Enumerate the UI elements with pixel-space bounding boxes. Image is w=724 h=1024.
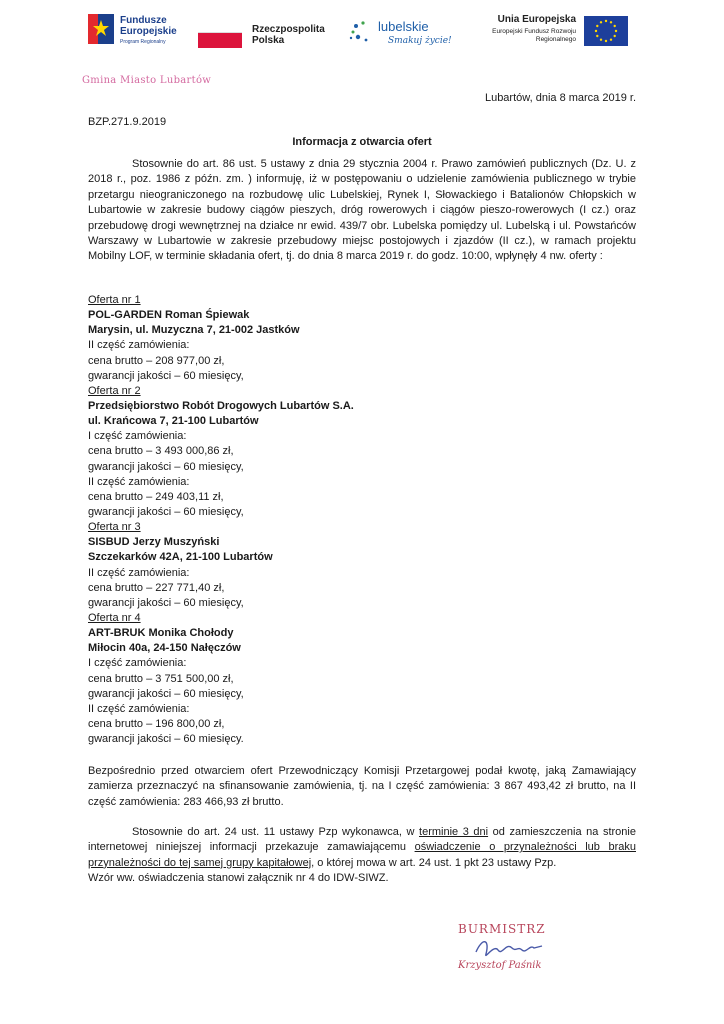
intro-text: Stosownie do art. 86 ust. 5 ustawy z dnia 29 stycznia 2004 r. Prawo zamówień publicznych (Dz. U. z 2018 r., poz. 1986 z późn. zm. ) informuję, iż w postępowaniu o udzielenie zamówienia publicznego w trybie przetargu nieograniczonego na rozbudowę ulic Lubelskiej, Rynek I, Słowackiego i Batalionów Chłopskich w Lubartowie w zakresie budowy ciągów pieszych, dróg rowerowych i ciągów pieszo-rowerowych (I cz.) oraz przebudowę drogi wewnętrznej na działce nr ewid. 439/7 obr. Lubelska pomiędzy ul. Lubelską i ul. Powstańców Warszawy w Lubartowie w zakresie przebudowy miejsc postojowych i zjazdów (II cz.), w ramach projektu Mobilny LOF, w terminie składania ofert, tj. do dnia 8 marca 2019 r. do godz. 10:00, wpłynęły 4 nw. oferty : xyxy=(88,158,636,263)
fe-star-flag-icon xyxy=(88,14,114,44)
offer-company-address: Miłocin 40a, 24-150 Nałęczów xyxy=(88,642,241,655)
notice-text-3: , o której mowa w art. 24 ust. 1 pkt 23 ustawy Pzp. xyxy=(311,856,557,869)
offer-part: II część zamówienia: xyxy=(88,475,190,488)
offer-part: I część zamówienia: xyxy=(88,657,187,670)
offer-warranty: gwarancji jakości – 60 miesięcy, xyxy=(88,505,244,518)
offer-company-name: POL-GARDEN Roman Śpiewak xyxy=(88,309,250,322)
offers-list xyxy=(88,293,636,747)
polish-flag-icon xyxy=(198,32,242,48)
closing-paragraph: Bezpośrednio przed otwarciem ofert Przewodniczący Komisji Przetargowej podał kwotę, jaką Zamawiający zamierza przeznaczyć na sfinansowanie zamówienia, tj. na I część zamówienia: 3 867 493,42 zł brutto, na II część zamówienia: 283 466,93 zł brutto. xyxy=(88,765,636,808)
offer-price: cena brutto – 227 771,40 zł, xyxy=(88,581,225,594)
fe-title: Fundusze Europejskie xyxy=(120,15,177,37)
offer-company-name: Przedsiębiorstwo Robót Drogowych Lubartów S.A. xyxy=(88,399,354,412)
rzeczpospolita-polska-logo xyxy=(198,10,334,60)
logo-bar xyxy=(88,10,636,60)
offer-label: Oferta nr 4 xyxy=(88,611,141,624)
document-title: Informacja z otwarcia ofert xyxy=(292,136,432,148)
mayor-signature-stamp xyxy=(452,922,582,982)
offer-price: cena brutto – 3 493 000,86 zł, xyxy=(88,445,234,458)
intro-paragraph xyxy=(88,157,636,265)
offer-label: Oferta nr 3 xyxy=(88,521,141,534)
offer-price: cena brutto – 208 977,00 zł, xyxy=(88,354,225,367)
ue-title: Unia Europejska xyxy=(497,14,576,25)
offer-part: I część zamówienia: xyxy=(88,430,187,443)
notice-text-1: Stosownie do art. 24 ust. 11 ustawy Pzp wykonawca, w xyxy=(132,826,420,838)
offer-price: cena brutto – 3 751 500,00 zł, xyxy=(88,672,234,685)
notice-declaration: oświadczenie o przynależności lub braku przynależności do tej samej grupy kapitałowej xyxy=(88,841,636,869)
offer-label: Oferta nr 1 xyxy=(88,294,141,306)
signature-title: BURMISTRZ xyxy=(458,922,546,936)
offer-company-name: SISBUD Jerzy Muszyński xyxy=(88,536,220,549)
fundusze-europejskie-logo xyxy=(88,10,184,60)
notice-paragraph xyxy=(88,825,636,887)
offer-company-address: Szczekarków 42A, 21-100 Lubartów xyxy=(88,551,273,564)
offer-company-address: ul. Krańcowa 7, 21-100 Lubartów xyxy=(88,415,259,428)
notice-attachment: Wzór ww. oświadczenia stanowi załącznik nr 4 do IDW-SIWZ. xyxy=(88,872,389,885)
rp-title: Rzeczpospolita Polska xyxy=(252,24,325,46)
signature-name: Krzysztof Paśnik xyxy=(458,960,542,971)
date-line: Lubartów, dnia 8 marca 2019 r. xyxy=(484,92,636,104)
notice-deadline: terminie 3 dni xyxy=(419,826,489,838)
offer-warranty: gwarancji jakości – 60 miesięcy, xyxy=(88,369,244,382)
offer-part: II część zamówienia: xyxy=(88,339,190,352)
offer-part: II część zamówienia: xyxy=(88,566,190,579)
offer-warranty: gwarancji jakości – 60 miesięcy, xyxy=(88,687,244,700)
offer-price: cena brutto – 196 800,00 zł, xyxy=(88,717,225,730)
reference-number: BZP.271.9.2019 xyxy=(88,116,167,128)
offer-warranty: gwarancji jakości – 60 miesięcy, xyxy=(88,596,244,609)
offer-part: II część zamówienia: xyxy=(88,702,190,715)
fe-subtitle: Program Regionalny xyxy=(120,39,166,45)
lubelskie-title: lubelskie xyxy=(378,19,429,34)
notice-text-2: od zamieszczenia na stronie internetowej niniejszej informacji przekazuje zamawiającemu xyxy=(88,826,636,854)
lubelskie-mark-icon xyxy=(348,18,378,46)
lubelskie-slogan: Smakuj życie! xyxy=(388,36,452,46)
eu-flag-icon xyxy=(584,16,628,46)
municipality-stamp: Gmina Miasto Lubartów xyxy=(82,75,212,86)
offer-company-name: ART-BRUK Monika Chołody xyxy=(88,627,234,640)
unia-europejska-logo xyxy=(476,10,636,60)
offer-warranty: gwarancji jakości – 60 miesięcy. xyxy=(88,733,244,746)
lubelskie-logo xyxy=(348,10,458,60)
offer-label: Oferta nr 2 xyxy=(88,384,141,397)
offer-warranty: gwarancji jakości – 60 miesięcy, xyxy=(88,460,244,473)
offer-company-address: Marysin, ul. Muzyczna 7, 21-002 Jastków xyxy=(88,324,300,337)
ue-subtitle: Europejski Fundusz Rozwoju Regionalnego xyxy=(492,28,576,43)
offer-price: cena brutto – 249 403,11 zł, xyxy=(88,490,224,503)
